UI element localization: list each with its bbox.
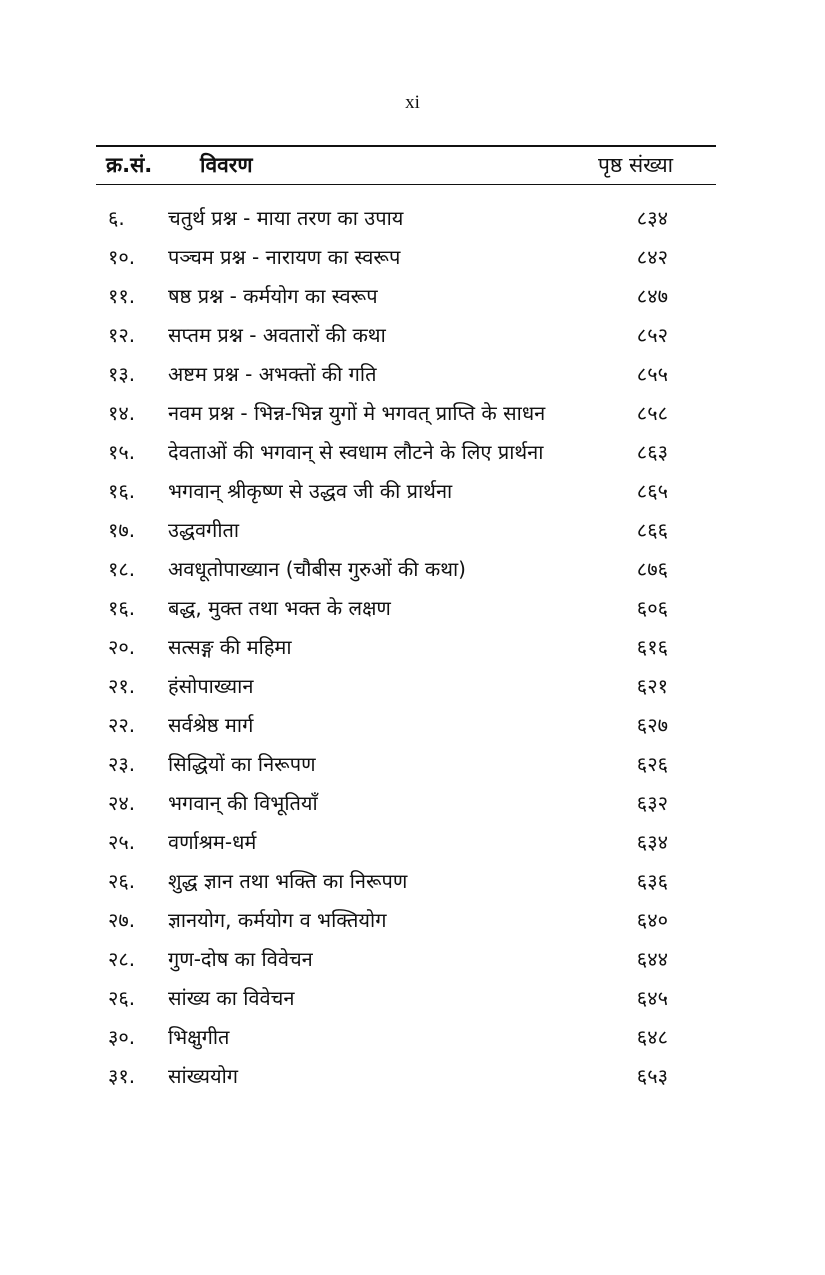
toc-serial: १६. <box>108 479 136 503</box>
toc-page: ६३२ <box>636 791 668 815</box>
toc-title: सिद्धियों का निरूपण <box>168 752 316 776</box>
toc-page: ६१६ <box>636 635 668 659</box>
toc-row <box>0 904 825 937</box>
toc-title: भिक्षुगीत <box>168 1025 230 1049</box>
toc-row <box>0 319 825 352</box>
toc-row <box>0 982 825 1015</box>
toc-page: ६३६ <box>636 869 668 893</box>
toc-title: शुद्ध ज्ञान तथा भक्ति का निरूपण <box>168 869 408 893</box>
toc-page: ६४८ <box>636 1025 668 1049</box>
toc-serial: २४. <box>108 791 136 815</box>
toc-page: ८६५ <box>636 479 668 503</box>
toc-page: ८५८ <box>636 401 668 425</box>
toc-title: सांख्य का विवेचन <box>168 986 295 1010</box>
toc-page: ६५३ <box>636 1064 668 1088</box>
header-serial: क्र.सं. <box>106 153 153 177</box>
toc-title: पञ्चम प्रश्न - नारायण का स्वरूप <box>168 245 401 269</box>
toc-title: भगवान् की विभूतियाँ <box>168 791 318 815</box>
toc-serial: २०. <box>108 635 136 659</box>
toc-title: षष्ठ प्रश्न - कर्मयोग का स्वरूप <box>168 284 378 308</box>
toc-serial: ११. <box>108 284 136 308</box>
toc-row <box>0 241 825 274</box>
toc-page: ६२७ <box>636 713 668 737</box>
toc-title: अवधूतोपाख्यान (चौबीस गुरुओं की कथा) <box>168 557 466 581</box>
toc-row <box>0 592 825 625</box>
toc-page: ६४४ <box>636 947 668 971</box>
toc-page: ६०६ <box>636 596 668 620</box>
toc-title: अष्टम प्रश्न - अभक्तों की गति <box>168 362 377 386</box>
toc-row <box>0 358 825 391</box>
toc-serial: १५. <box>108 440 136 464</box>
toc-row <box>0 826 825 859</box>
toc-row <box>0 670 825 703</box>
page-number: xi <box>405 92 420 113</box>
toc-serial: ६. <box>108 206 125 230</box>
toc-page: ८६६ <box>636 518 668 542</box>
toc-row <box>0 514 825 547</box>
toc-page: ६२१ <box>636 674 668 698</box>
toc-page: ८५२ <box>636 323 668 347</box>
toc-serial: २५. <box>108 830 136 854</box>
toc-serial: २७. <box>108 908 136 932</box>
toc-page: ८४७ <box>636 284 668 308</box>
toc-serial: १६. <box>108 596 136 620</box>
header-bottom-rule <box>96 184 716 185</box>
toc-row <box>0 280 825 313</box>
toc-serial: ३१. <box>108 1064 136 1088</box>
header-page: पृष्ठ संख्या <box>598 153 674 177</box>
toc-serial: २१. <box>108 674 136 698</box>
toc-serial: १८. <box>108 557 136 581</box>
toc-title: बद्ध, मुक्त तथा भक्त के लक्षण <box>168 596 391 620</box>
toc-page: ८४२ <box>636 245 668 269</box>
toc-title: सांख्ययोग <box>168 1064 239 1088</box>
toc-title: ज्ञानयोग, कर्मयोग व भक्तियोग <box>168 908 387 932</box>
toc-serial: २८. <box>108 947 136 971</box>
toc-title: भगवान् श्रीकृष्ण से उद्धव जी की प्रार्थना <box>168 479 453 503</box>
toc-row <box>0 748 825 781</box>
toc-page: ८६३ <box>636 440 668 464</box>
toc-page: ६४५ <box>636 986 668 1010</box>
toc-row <box>0 202 825 235</box>
toc-row <box>0 1060 825 1093</box>
toc-title: सप्तम प्रश्न - अवतारों की कथा <box>168 323 386 347</box>
toc-row <box>0 631 825 664</box>
toc-serial: २३. <box>108 752 136 776</box>
toc-page: ६४० <box>636 908 668 932</box>
toc-page: ६३४ <box>636 830 668 854</box>
toc-row <box>0 865 825 898</box>
toc-page: ८७६ <box>636 557 668 581</box>
toc-serial: १४. <box>108 401 136 425</box>
toc-row <box>0 787 825 820</box>
toc-serial: ३०. <box>108 1025 136 1049</box>
toc-title: नवम प्रश्न - भिन्न-भिन्न युगों मे भगवत् प्राप्ति के साधन <box>168 401 546 425</box>
toc-serial: १७. <box>108 518 136 542</box>
toc-row <box>0 1021 825 1054</box>
toc-title: वर्णाश्रम-धर्म <box>168 830 257 854</box>
toc-serial: २६. <box>108 869 136 893</box>
toc-serial: २६. <box>108 986 136 1010</box>
toc-serial: १२. <box>108 323 136 347</box>
header-top-rule <box>96 145 716 147</box>
toc-title: सर्वश्रेष्ठ मार्ग <box>168 713 254 737</box>
toc-row <box>0 436 825 469</box>
table-header <box>0 151 825 181</box>
toc-title: चतुर्थ प्रश्न - माया तरण का उपाय <box>168 206 404 230</box>
toc-title: उद्धवगीता <box>168 518 240 542</box>
toc-serial: १३. <box>108 362 136 386</box>
toc-row <box>0 943 825 976</box>
header-description: विवरण <box>200 153 253 177</box>
toc-row <box>0 475 825 508</box>
toc-serial: १०. <box>108 245 136 269</box>
toc-page: ८३४ <box>636 206 668 230</box>
toc-title: सत्सङ्ग की महिमा <box>168 635 292 659</box>
table-of-contents <box>0 202 825 1099</box>
toc-serial: २२. <box>108 713 136 737</box>
toc-title: गुण-दोष का विवेचन <box>168 947 313 971</box>
toc-title: हंसोपाख्यान <box>168 674 254 698</box>
toc-row <box>0 553 825 586</box>
toc-row <box>0 397 825 430</box>
toc-title: देवताओं की भगवान् से स्वधाम लौटने के लिए प्रार्थना <box>168 440 544 464</box>
toc-page: ८५५ <box>636 362 668 386</box>
toc-row <box>0 709 825 742</box>
toc-page: ६२६ <box>636 752 668 776</box>
